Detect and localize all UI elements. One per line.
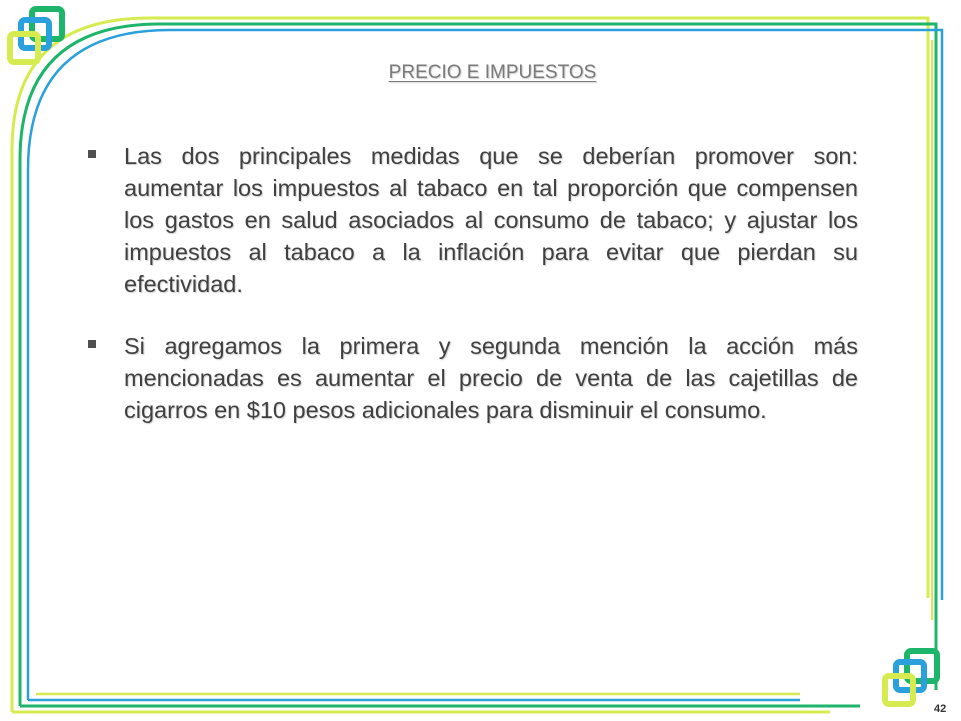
slide-title: PRECIO E IMPUESTOS bbox=[388, 62, 597, 83]
square-bullet-icon bbox=[88, 150, 96, 158]
square-bullet-icon bbox=[88, 340, 96, 348]
bullet-list bbox=[86, 140, 858, 426]
bullet-item bbox=[86, 330, 858, 426]
bullet-text: Si agregamos la primera y segunda mención la acción más mencionadas es aumentar el precio de venta de las cajetillas de cigarros en $10 pesos adicionales para disminuir el consumo. bbox=[124, 333, 858, 423]
bullet-item bbox=[86, 140, 858, 300]
page-number: 42 bbox=[934, 703, 947, 715]
interlocked-squares-logo-icon bbox=[881, 648, 943, 710]
bullet-text: Las dos principales medidas que se deberían promover son: aumentar los impuestos al tabaco en tal proporción que compensen los gastos en salud asociados al consumo de tabaco; y ajustar los impuestos al tabaco a la inflación para evitar que pierdan su efectividad. bbox=[124, 143, 858, 297]
interlocked-squares-logo-icon bbox=[6, 6, 68, 68]
